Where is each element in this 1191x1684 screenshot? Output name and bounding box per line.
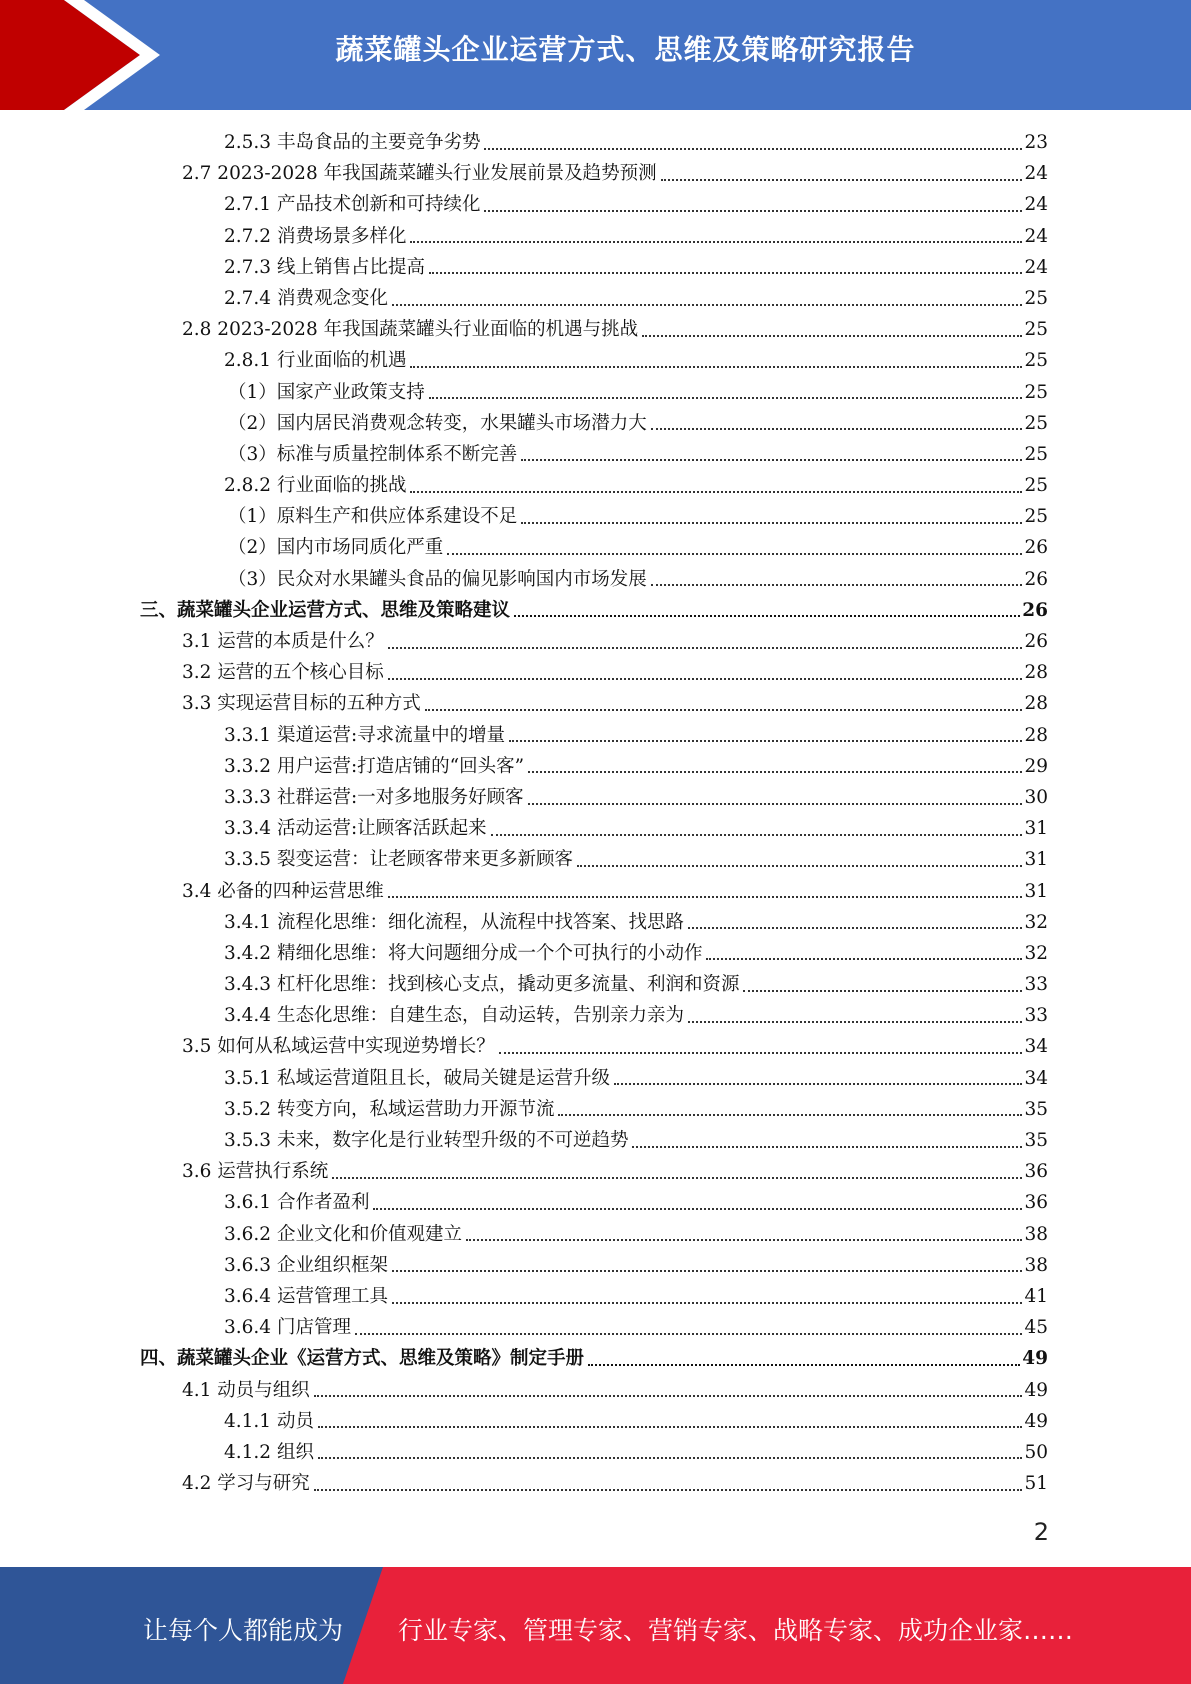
toc-entry-page: 31 xyxy=(1024,818,1048,840)
toc-leader-dots xyxy=(332,1177,1022,1179)
toc-entry-page: 33 xyxy=(1024,974,1048,996)
toc-entry-title: 三、蔬菜罐头企业运营方式、思维及策略建议 xyxy=(140,599,511,621)
toc-entry-title: 4.1.2 组织 xyxy=(224,1441,314,1463)
toc-entry-title: 3.6.4 运营管理工具 xyxy=(224,1285,388,1307)
toc-entry[interactable] xyxy=(140,720,1048,751)
toc-entry[interactable] xyxy=(140,314,1048,345)
toc-entry-title: 3.3.2 用户运营:打造店铺的“回头客” xyxy=(224,755,525,777)
toc-entry-page: 24 xyxy=(1024,163,1048,185)
page-header xyxy=(0,0,1191,110)
toc-entry-title: （2）国内市场同质化严重 xyxy=(228,537,444,559)
toc-entry-title: 2.5.3 丰岛食品的主要竞争劣势 xyxy=(224,132,481,153)
toc-entry[interactable] xyxy=(140,189,1048,220)
toc-entry-title: 3.1 运营的本质是什么？ xyxy=(182,631,384,652)
toc-entry-title: 2.8 2023-2028 年我国蔬菜罐头行业面临的机遇与挑战 xyxy=(182,319,639,341)
toc-entry[interactable] xyxy=(140,564,1048,595)
toc-entry-page: 32 xyxy=(1024,942,1048,964)
toc-entry[interactable] xyxy=(140,907,1048,938)
toc-entry-title: 3.4.3 杠杆化思维：找到核心支点，撬动更多流量、利润和资源 xyxy=(224,974,740,996)
toc-leader-dots xyxy=(528,771,1022,773)
toc-entry-page: 36 xyxy=(1024,1161,1048,1183)
toc-leader-dots xyxy=(425,709,1023,711)
toc-entry[interactable] xyxy=(140,221,1048,252)
toc-entry-page: 30 xyxy=(1024,786,1048,808)
toc-entry-title: 3.3.5 裂变运营：让老顾客带来更多新顾客 xyxy=(224,849,573,871)
toc-entry-page: 26 xyxy=(1022,599,1048,621)
toc-entry-page: 35 xyxy=(1024,1130,1048,1151)
page-footer xyxy=(0,1567,1191,1684)
toc-entry-title: （1）原料生产和供应体系建设不足 xyxy=(228,506,518,528)
toc-entry[interactable] xyxy=(140,1437,1048,1468)
toc-leader-dots xyxy=(373,1208,1022,1210)
toc-entry[interactable] xyxy=(140,1375,1048,1406)
toc-entry[interactable] xyxy=(140,158,1048,189)
toc-entry[interactable] xyxy=(140,1343,1048,1374)
toc-entry[interactable] xyxy=(140,751,1048,782)
toc-entry[interactable] xyxy=(140,1125,1048,1156)
toc-entry-title: （2）国内居民消费观念转变，水果罐头市场潜力大 xyxy=(228,412,647,434)
toc-leader-dots xyxy=(314,1395,1023,1397)
toc-entry[interactable] xyxy=(140,283,1048,314)
toc-entry-title: 3.6.3 企业组织框架 xyxy=(224,1254,388,1276)
toc-entry-title: 3.4.2 精细化思维：将大问题细分成一个个可执行的小动作 xyxy=(224,942,703,964)
toc-entry[interactable] xyxy=(140,1312,1048,1343)
toc-entry[interactable] xyxy=(140,969,1048,1000)
toc-entry-title: （3）标准与质量控制体系不断完善 xyxy=(228,443,518,465)
toc-entry[interactable] xyxy=(140,1000,1048,1031)
toc-entry-page: 24 xyxy=(1024,256,1048,278)
toc-entry-page: 38 xyxy=(1024,1223,1048,1245)
toc-entry-title: 2.8.1 行业面临的机遇 xyxy=(224,350,407,372)
toc-entry-page: 50 xyxy=(1024,1441,1048,1463)
toc-entry-page: 25 xyxy=(1024,350,1048,372)
toc-entry-page: 35 xyxy=(1024,1098,1048,1120)
toc-entry-title: 4.1 动员与组织 xyxy=(182,1379,310,1401)
toc-leader-dots xyxy=(642,335,1022,337)
toc-entry-page: 28 xyxy=(1024,693,1048,715)
toc-leader-dots xyxy=(706,958,1022,960)
toc-entry-title: （1）国家产业政策支持 xyxy=(228,381,425,403)
toc-entry[interactable] xyxy=(140,1031,1048,1062)
toc-entry-page: 23 xyxy=(1024,132,1048,153)
toc-entry-title: 3.6.4 门店管理 xyxy=(224,1317,351,1339)
toc-entry[interactable] xyxy=(140,127,1048,158)
toc-entry-title: 3.5.1 私域运营道阻且长，破局关键是运营升级 xyxy=(224,1067,610,1089)
toc-entry[interactable] xyxy=(140,1094,1048,1125)
toc-entry[interactable] xyxy=(140,595,1048,626)
toc-entry-title: （3）民众对水果罐头食品的偏见影响国内市场发展 xyxy=(228,568,647,590)
toc-entry[interactable] xyxy=(140,408,1048,439)
toc-entry[interactable] xyxy=(140,532,1048,563)
toc-entry[interactable] xyxy=(140,439,1048,470)
toc-leader-dots xyxy=(484,148,1022,150)
toc-entry-title: 3.6.2 企业文化和价值观建立 xyxy=(224,1223,462,1245)
toc-entry-title: 3.6 运营执行系统 xyxy=(182,1161,329,1183)
toc-entry-page: 32 xyxy=(1024,911,1048,933)
toc-entry[interactable] xyxy=(140,1406,1048,1437)
toc-leader-dots xyxy=(688,927,1022,929)
toc-leader-dots xyxy=(743,990,1022,992)
toc-entry-page: 34 xyxy=(1024,1036,1048,1058)
toc-leader-dots xyxy=(509,740,1022,742)
toc-leader-dots xyxy=(318,1426,1023,1428)
toc-entry[interactable] xyxy=(140,1468,1048,1499)
toc-entry-title: 3.5.2 转变方向，私域运营助力开源节流 xyxy=(224,1098,555,1120)
toc-leader-dots xyxy=(388,647,1023,649)
toc-entry[interactable] xyxy=(140,876,1048,907)
toc-leader-dots xyxy=(651,428,1023,430)
toc-entry[interactable] xyxy=(140,1187,1048,1218)
toc-entry[interactable] xyxy=(140,1281,1048,1312)
toc-entry-page: 31 xyxy=(1024,849,1048,871)
toc-leader-dots xyxy=(688,1021,1022,1023)
toc-entry[interactable] xyxy=(140,938,1048,969)
toc-leader-dots xyxy=(392,1302,1022,1304)
toc-entry-title: 3.4 必备的四种运营思维 xyxy=(182,880,384,902)
toc-entry[interactable] xyxy=(140,657,1048,688)
toc-entry-page: 26 xyxy=(1024,631,1048,652)
toc-leader-dots xyxy=(392,304,1022,306)
toc-entry[interactable] xyxy=(140,844,1048,875)
toc-leader-dots xyxy=(318,1457,1023,1459)
toc-leader-dots xyxy=(392,1270,1022,1272)
toc-leader-dots xyxy=(447,553,1022,555)
toc-entry[interactable] xyxy=(140,1156,1048,1187)
toc-leader-dots xyxy=(429,397,1023,399)
toc-entry-title: 3.5 如何从私域运营中实现逆势增长？ xyxy=(182,1036,495,1058)
toc-entry[interactable] xyxy=(140,377,1048,408)
toc-entry-page: 28 xyxy=(1024,662,1048,684)
toc-entry-title: 四、蔬菜罐头企业《运营方式、思维及策略》制定手册 xyxy=(140,1348,585,1370)
toc-entry[interactable] xyxy=(140,813,1048,844)
toc-entry-title: 3.3.4 活动运营:让顾客活跃起来 xyxy=(224,818,487,840)
toc-entry-page: 26 xyxy=(1024,537,1048,559)
toc-leader-dots xyxy=(410,491,1022,493)
toc-leader-dots xyxy=(558,1114,1022,1116)
toc-entry-title: 3.2 运营的五个核心目标 xyxy=(182,662,384,684)
toc-leader-dots xyxy=(429,272,1022,274)
toc-entry-title: 4.1.1 动员 xyxy=(224,1410,314,1432)
toc-entry-title: 3.3.3 社群运营:一对多地服务好顾客 xyxy=(224,786,524,808)
toc-entry-page: 25 xyxy=(1024,412,1048,434)
toc-entry-page: 25 xyxy=(1024,287,1048,309)
toc-entry-page: 34 xyxy=(1024,1067,1048,1089)
toc-leader-dots xyxy=(410,241,1022,243)
toc-leader-dots xyxy=(314,1489,1023,1491)
toc-entry-page: 25 xyxy=(1024,506,1048,528)
toc-entry-page: 38 xyxy=(1024,1254,1048,1276)
toc-entry[interactable] xyxy=(140,252,1048,283)
toc-entry-page: 33 xyxy=(1024,1005,1048,1027)
toc-leader-dots xyxy=(521,459,1022,461)
toc-entry-page: 45 xyxy=(1024,1317,1048,1339)
toc-entry-title: 2.7 2023-2028 年我国蔬菜罐头行业发展前景及趋势预测 xyxy=(182,163,657,185)
toc-entry[interactable] xyxy=(140,470,1048,501)
toc-entry-title: 3.4.4 生态化思维：自建生态，自动运转，告别亲力亲为 xyxy=(224,1005,684,1027)
toc-entry-page: 36 xyxy=(1024,1192,1048,1214)
toc-entry-title: 3.5.3 未来，数字化是行业转型升级的不可逆趋势 xyxy=(224,1130,629,1151)
toc-leader-dots xyxy=(632,1146,1022,1148)
toc-entry-page: 49 xyxy=(1024,1379,1048,1401)
toc-leader-dots xyxy=(614,1083,1022,1085)
toc-entry-title: 2.7.1 产品技术创新和可持续化 xyxy=(224,194,481,216)
toc-entry-page: 25 xyxy=(1024,381,1048,403)
toc-leader-dots xyxy=(521,522,1022,524)
toc-entry[interactable] xyxy=(140,688,1048,719)
toc-leader-dots xyxy=(484,210,1022,212)
toc-leader-dots xyxy=(355,1333,1023,1335)
toc-entry-title: 3.3.1 渠道运营:寻求流量中的增量 xyxy=(224,724,506,746)
toc-entry-title: 2.8.2 行业面临的挑战 xyxy=(224,475,407,497)
toc-leader-dots xyxy=(661,179,1023,181)
toc-entry-title: 2.7.4 消费观念变化 xyxy=(224,287,388,309)
toc-leader-dots xyxy=(491,834,1023,836)
toc-leader-dots xyxy=(514,615,1020,617)
toc-entry-page: 28 xyxy=(1024,724,1048,746)
toc-entry-page: 51 xyxy=(1024,1473,1048,1495)
toc-entry[interactable] xyxy=(140,782,1048,813)
toc-entry-title: 3.6.1 合作者盈利 xyxy=(224,1192,370,1214)
toc-entry-page: 25 xyxy=(1024,475,1048,497)
toc-entry[interactable] xyxy=(140,626,1048,657)
toc-leader-dots xyxy=(577,865,1022,867)
toc-entry-title: 2.7.3 线上销售占比提高 xyxy=(224,256,425,278)
toc-entry-page: 26 xyxy=(1024,568,1048,590)
footer-slogan-right: 行业专家、管理专家、营销专家、战略专家、成功企业家…… xyxy=(398,1616,1074,1645)
toc-entry-page: 25 xyxy=(1024,443,1048,465)
toc-leader-dots xyxy=(410,366,1022,368)
toc-leader-dots xyxy=(388,896,1023,898)
header-title: 蔬菜罐头企业运营方式、思维及策略研究报告 xyxy=(335,33,916,66)
toc-entry-page: 41 xyxy=(1024,1285,1048,1307)
page-number: 2 xyxy=(1033,1518,1049,1546)
toc-entry-page: 29 xyxy=(1024,755,1048,777)
toc-entry[interactable] xyxy=(140,1219,1048,1250)
toc-entry-page: 25 xyxy=(1024,319,1048,341)
toc-leader-dots xyxy=(499,1052,1023,1054)
toc-leader-dots xyxy=(651,584,1023,586)
toc-entry-title: 4.2 学习与研究 xyxy=(182,1473,310,1495)
toc-entry[interactable] xyxy=(140,1063,1048,1094)
toc-leader-dots xyxy=(588,1364,1020,1366)
toc-leader-dots xyxy=(528,803,1023,805)
toc-entry-title: 3.3 实现运营目标的五种方式 xyxy=(182,693,421,715)
toc-entry-title: 3.4.1 流程化思维：细化流程，从流程中找答案、找思路 xyxy=(224,911,684,933)
toc-entry-page: 49 xyxy=(1024,1410,1048,1432)
toc-entry-page: 31 xyxy=(1024,880,1048,902)
toc-entry-page: 49 xyxy=(1022,1348,1048,1370)
toc-entry[interactable] xyxy=(140,345,1048,376)
toc-entry[interactable] xyxy=(140,501,1048,532)
toc-leader-dots xyxy=(388,678,1023,680)
toc-entry-page: 24 xyxy=(1024,225,1048,247)
toc-entry-title: 2.7.2 消费场景多样化 xyxy=(224,225,407,247)
toc-leader-dots xyxy=(466,1239,1022,1241)
table-of-contents xyxy=(140,127,1048,1499)
toc-entry[interactable] xyxy=(140,1250,1048,1281)
footer-slogan-left: 让每个人都能成为 xyxy=(143,1616,344,1645)
toc-entry-page: 24 xyxy=(1024,194,1048,216)
